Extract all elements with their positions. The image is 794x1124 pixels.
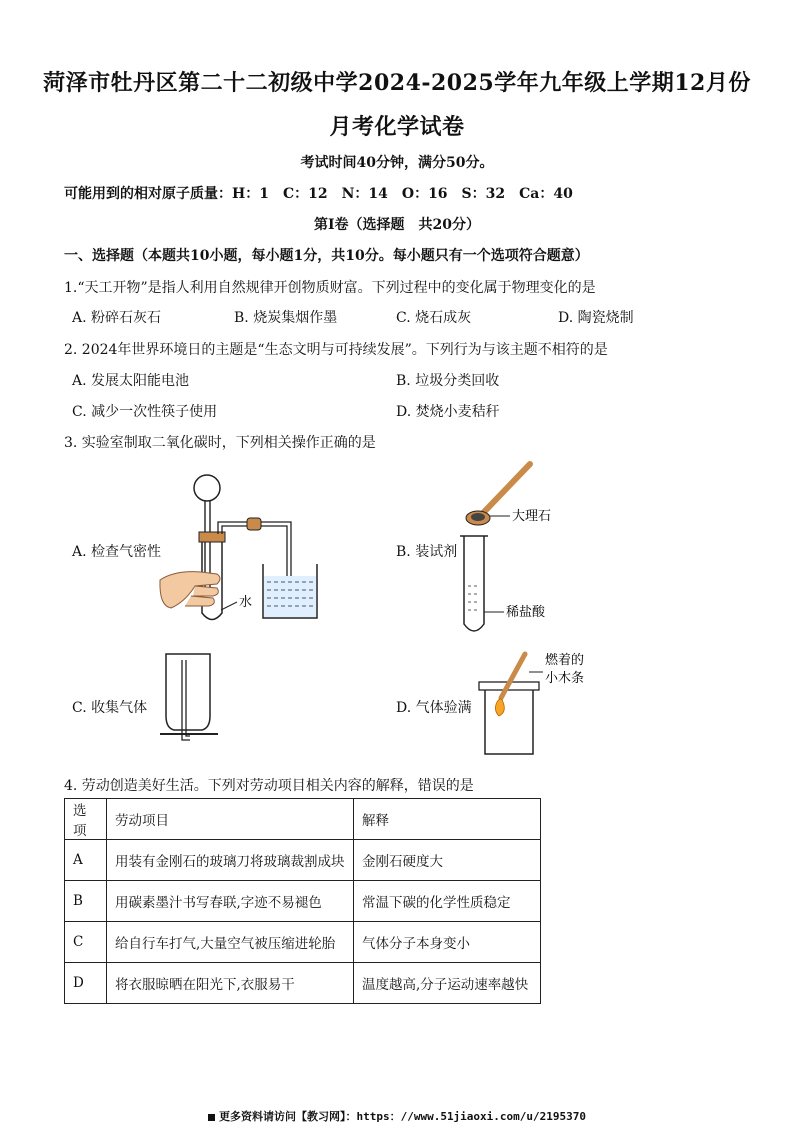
q3-option-b: B. 装试剂 <box>396 544 458 560</box>
atomic-mass-values: H：1 C：12 N：14 O：16 S：32 Ca：40 <box>232 186 573 202</box>
table-cell: A <box>65 840 107 881</box>
figure-add-reagent <box>450 456 580 646</box>
label-marble: 大理石 <box>512 509 552 524</box>
table-cell: 气体分子本身变小 <box>354 922 541 963</box>
q1-stem: 1.“天工开物”是指人利用自然规律开创物质财富。下列过程中的变化属于物理变化的是 <box>64 280 596 296</box>
table-cell: 用碳素墨汁书写春联,字迹不易褪色 <box>107 881 354 922</box>
q1-option-d: D. 陶瓷烧制 <box>558 310 634 326</box>
q4-table <box>64 798 541 1004</box>
table-row <box>65 881 541 922</box>
table-cell: 金刚石硬度大 <box>354 840 541 881</box>
q3-option-d: D. 气体验满 <box>396 700 472 716</box>
table-header-cell: 解释 <box>354 799 541 840</box>
atomic-mass-label: 可能用到的相对原子质量： <box>64 186 232 202</box>
table-cell: B <box>65 881 107 922</box>
table-header-cell: 劳动项目 <box>107 799 354 840</box>
title-line-2: 月考化学试卷 <box>329 114 465 140</box>
q2-stem: 2. 2024年世界环境日的主题是“生态文明与可持续发展”。下列行为与该主题不相符的是 <box>64 342 608 358</box>
flag-icon <box>208 1114 215 1121</box>
q2-option-d: D. 焚烧小麦秸秆 <box>396 404 500 420</box>
table-cell: 将衣服晾晒在阳光下,衣服易干 <box>107 963 354 1004</box>
table-cell: D <box>65 963 107 1004</box>
table-cell: 用装有金刚石的玻璃刀将玻璃裁割成块 <box>107 840 354 881</box>
table-cell: 给自行车打气,大量空气被压缩进轮胎 <box>107 922 354 963</box>
table-header-cell: 选项 <box>65 799 107 840</box>
q1-option-a: A. 粉碎石灰石 <box>72 310 162 326</box>
volume-title: 第Ⅰ卷（选择题 共20分） <box>313 217 481 233</box>
q2-option-c: C. 减少一次性筷子使用 <box>72 404 218 420</box>
q2-option-b: B. 垃圾分类回收 <box>396 373 500 389</box>
table-cell: 常温下碳的化学性质稳定 <box>354 881 541 922</box>
table-row <box>65 922 541 963</box>
label-water: 水 <box>239 595 253 610</box>
section-title: 一、选择题（本题共10小题，每小题1分，共10分。每小题只有一个选项符合题意） <box>64 248 589 264</box>
exam-info: 考试时间40分钟，满分50分。 <box>300 155 494 171</box>
q3-stem: 3. 实验室制取二氧化碳时，下列相关操作正确的是 <box>64 435 376 451</box>
label-dilute-acid: 稀盐酸 <box>506 605 546 620</box>
q1-option-c: C. 烧石成灰 <box>396 310 472 326</box>
footer-text: 更多资料请访问【教习网】：https：//www.51jiaoxi.com/u/2195370 <box>218 1110 587 1123</box>
table-cell: C <box>65 922 107 963</box>
q4-stem: 4. 劳动创造美好生活。下列对劳动项目相关内容的解释，错误的是 <box>64 778 474 794</box>
figure-collect-gas <box>160 650 230 750</box>
figure-check-full <box>475 650 615 760</box>
q3-option-a: A. 检查气密性 <box>72 544 162 560</box>
atomic-mass-line <box>64 183 573 203</box>
table-row <box>65 963 541 1004</box>
q2-option-a: A. 发展太阳能电池 <box>72 373 190 389</box>
table-header-row <box>65 799 541 840</box>
label-burning-stick-line1: 燃着的 <box>545 653 585 668</box>
figure-airtightness-check <box>155 468 335 628</box>
label-burning-stick-line2: 小木条 <box>545 671 585 686</box>
q3-option-c: C. 收集气体 <box>72 700 148 716</box>
q1-option-b: B. 烧炭集烟作墨 <box>234 310 338 326</box>
footer-link[interactable] <box>0 1108 794 1124</box>
table-row <box>65 840 541 881</box>
title-line-1: 菏泽市牡丹区第二十二初级中学2024-2025学年九年级上学期12月份 <box>43 70 751 96</box>
table-cell: 温度越高,分子运动速率越快 <box>354 963 541 1004</box>
